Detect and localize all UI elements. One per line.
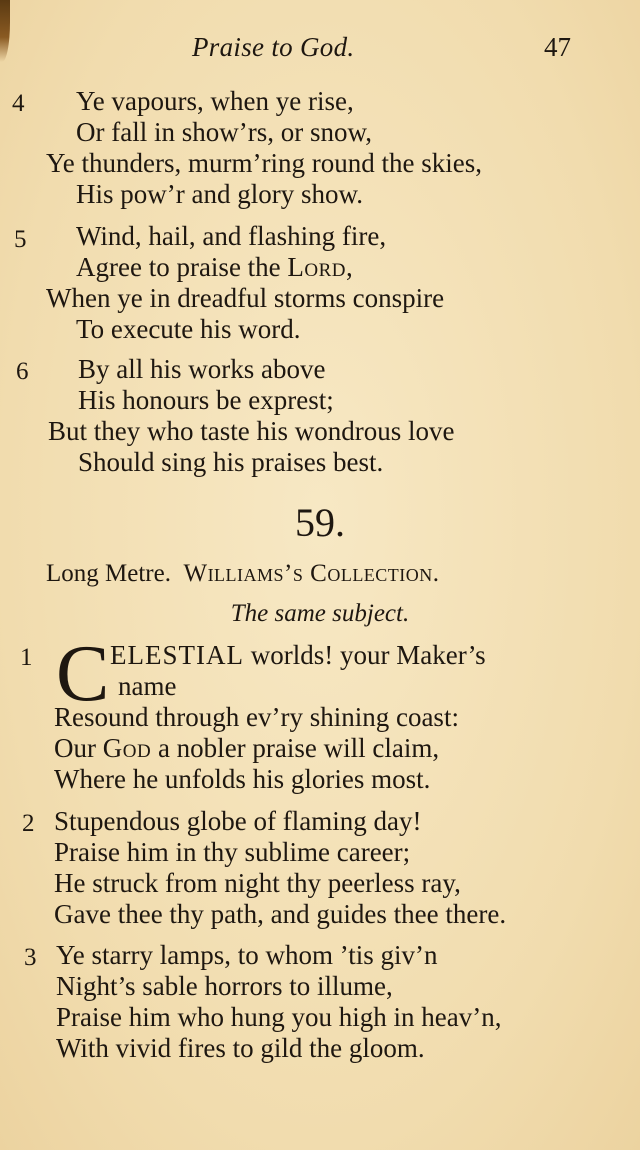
verse-line: He struck from night thy peerless ray, (54, 868, 461, 898)
verse-line: His honours be exprest; (78, 385, 334, 415)
verse-line: Ye starry lamps, to whom ’tis giv’n (56, 940, 438, 970)
verse-line: Praise him in thy sublime career; (54, 837, 411, 867)
verse-line: Gave thee thy path, and guides thee there. (54, 899, 507, 929)
running-head (0, 28, 640, 68)
verse-line-wrap: name (118, 671, 177, 701)
stanza-number: 5 (14, 226, 27, 253)
stanza-number: 1 (20, 644, 33, 671)
verse-line: By all his works above (78, 354, 326, 384)
verse-line: Agree to praise the Lord, (76, 252, 353, 282)
verse-line: Should sing his praises best. (78, 447, 384, 477)
verse-line: Night’s sable horrors to illume, (56, 971, 393, 1001)
verse-line: Ye thunders, murm’ring round the skies, (46, 148, 482, 178)
verse-line: Stupendous globe of flaming day! (54, 806, 422, 836)
verse-line: Praise him who hung you high in heav’n, (56, 1002, 502, 1032)
verse-line: With vivid fires to gild the gloom. (56, 1033, 425, 1063)
verse-line: To execute his word. (76, 314, 301, 344)
verse-line: Our God a nobler praise will claim, (54, 733, 440, 763)
page-number: 47 (544, 32, 571, 62)
stanza-number: 6 (16, 358, 29, 385)
lord-smallcaps: Lord (287, 252, 347, 282)
verse-line: Wind, hail, and flashing fire, (76, 221, 387, 251)
hymn-subject: The same subject. (230, 600, 410, 627)
verse-line: When ye in dreadful storms conspire (46, 283, 445, 313)
verse-line: Where he unfolds his glories most. (54, 764, 431, 794)
stanza-number: 4 (12, 90, 25, 117)
running-title: Praise to God. (192, 32, 355, 62)
metre: Long Metre. (46, 560, 171, 587)
verse-line: But they who taste his wondrous love (48, 416, 455, 446)
stanza-number: 3 (24, 944, 37, 971)
metre-line (46, 558, 440, 590)
hymn-number: 59. (295, 500, 345, 545)
stanza-number: 2 (22, 810, 35, 837)
verse-line: Or fall in show’rs, or snow, (76, 117, 372, 147)
verse-line: Resound through ev’ry shining coast: (54, 702, 459, 732)
god-smallcaps: God (102, 733, 152, 763)
verse-line: Ye vapours, when ye rise, (76, 86, 354, 116)
drop-cap: C (56, 630, 110, 718)
verse-line: ELESTIAL worlds! your Maker’s (110, 640, 486, 670)
collection-source: Williams’s Collection. (183, 560, 440, 587)
verse-line: His pow’r and glory show. (76, 179, 363, 209)
